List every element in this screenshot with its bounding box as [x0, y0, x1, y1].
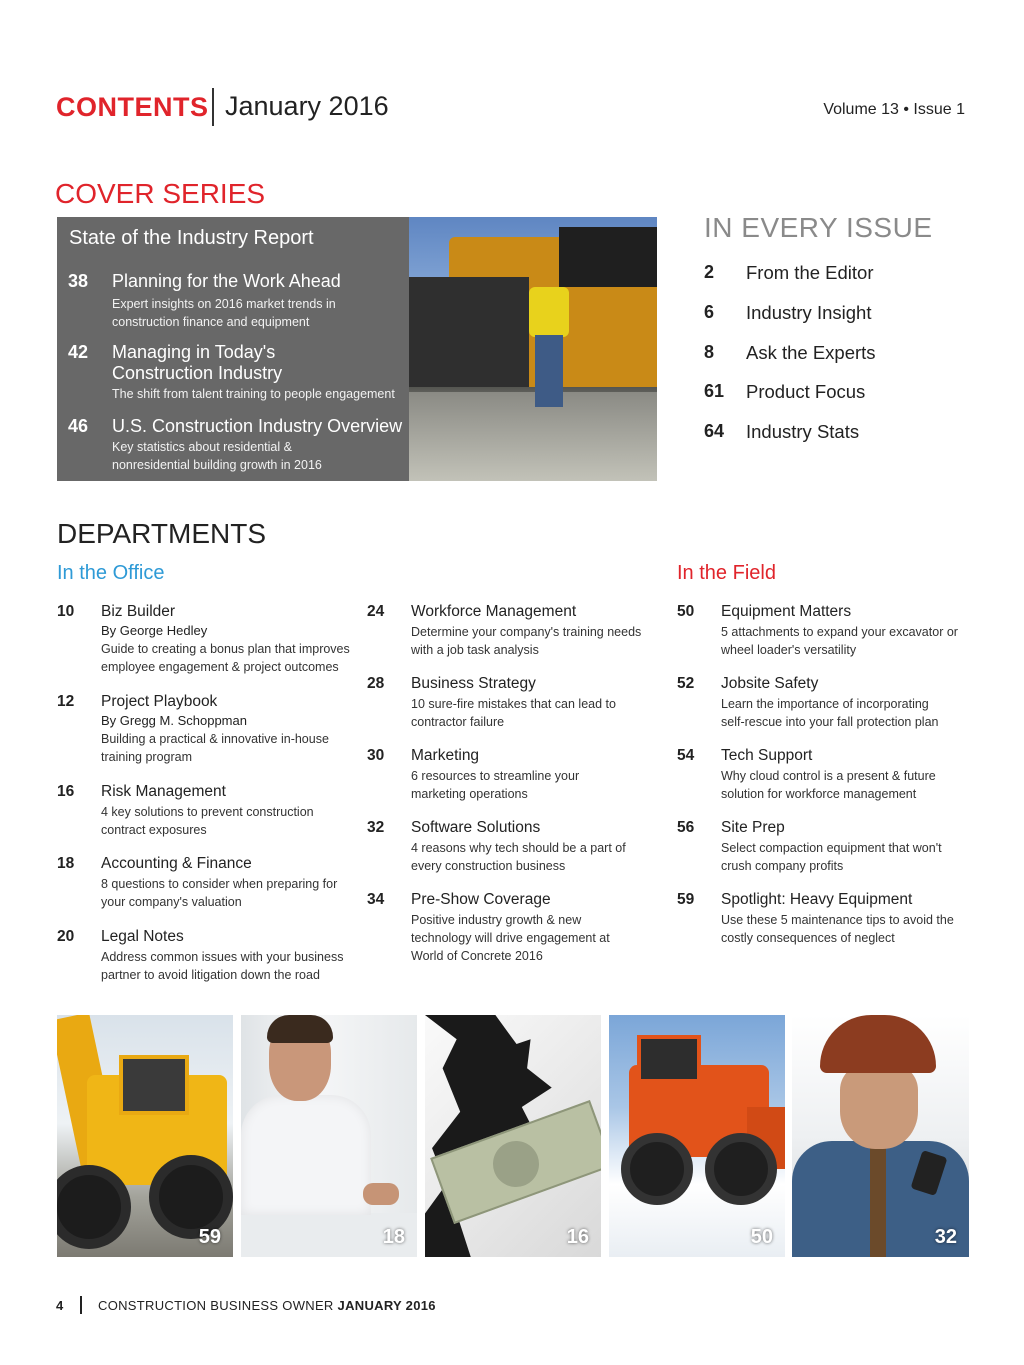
department-desc: your company's valuation [101, 895, 242, 909]
department-title: Risk Management [101, 783, 226, 800]
department-desc: Address common issues with your business [101, 950, 344, 964]
department-page: 30 [367, 747, 385, 764]
every-issue-title: Industry Stats [746, 421, 860, 442]
every-issue-title: Industry Insight [746, 302, 872, 323]
department-desc: crush company profits [721, 859, 844, 873]
every-issue-page: 61 [704, 381, 725, 401]
department-title: Business Strategy [411, 675, 536, 692]
department-page: 16 [57, 783, 75, 800]
every-issue-item[interactable] [704, 381, 964, 405]
department-title: Software Solutions [411, 819, 541, 836]
department-desc: technology will drive engagement at [411, 931, 610, 945]
department-byline: By George Hedley [101, 623, 208, 638]
every-issue-title: From the Editor [746, 262, 874, 283]
money-crack-photo[interactable] [425, 1015, 601, 1257]
departments-title: DEPARTMENTS [57, 518, 266, 549]
photo-page-number: 50 [750, 1226, 773, 1248]
businessman-photo[interactable] [241, 1015, 417, 1257]
page-header [56, 86, 968, 130]
in-every-issue-title: IN EVERY ISSUE [704, 212, 933, 243]
department-title: Pre-Show Coverage [411, 891, 551, 908]
department-page: 10 [57, 603, 75, 620]
every-issue-page: 64 [704, 421, 725, 441]
photo-page-number: 59 [198, 1226, 221, 1248]
photo-strip [57, 1015, 969, 1257]
issue-date: January 2016 [225, 91, 389, 121]
volume-issue: Volume 13 • Issue 1 [823, 101, 965, 118]
department-desc: World of Concrete 2016 [411, 949, 543, 963]
department-desc: 10 sure-fire mistakes that can lead to [411, 697, 616, 711]
every-issue-page: 6 [704, 302, 715, 322]
department-desc: Learn the importance of incorporating [721, 697, 929, 711]
department-page: 52 [677, 675, 695, 692]
department-page: 28 [367, 675, 385, 692]
department-title: Biz Builder [101, 603, 176, 620]
department-desc: Guide to creating a bonus plan that improves [101, 642, 350, 656]
photo-page-number: 32 [934, 1226, 957, 1248]
cover-item-page: 42 [68, 342, 89, 362]
cover-item-desc: construction finance and equipment [112, 315, 310, 329]
every-issue-title: Product Focus [746, 381, 866, 402]
cover-series-box [57, 217, 657, 481]
department-desc: marketing operations [411, 787, 528, 801]
department-title: Tech Support [721, 747, 813, 764]
department-desc: self-rescue into your fall protection plan [721, 715, 939, 729]
department-page: 56 [677, 819, 695, 836]
department-page: 32 [367, 819, 385, 836]
cover-item-desc: nonresidential building growth in 2016 [112, 458, 322, 472]
department-byline: By Gregg M. Schoppman [101, 713, 247, 728]
department-desc: 8 questions to consider when preparing for [101, 877, 338, 891]
department-page: 24 [367, 603, 385, 620]
department-title: Jobsite Safety [721, 675, 819, 692]
cover-item-page: 38 [68, 271, 89, 291]
snow-loader-photo[interactable] [609, 1015, 785, 1257]
department-desc: employee engagement & project outcomes [101, 660, 339, 674]
every-issue-title: Ask the Experts [746, 342, 876, 363]
department-desc: contractor failure [411, 715, 505, 729]
department-desc: 5 attachments to expand your excavator or [721, 625, 958, 639]
every-issue-page: 2 [704, 262, 715, 282]
paving-crew-photo [409, 217, 657, 481]
department-desc: 4 key solutions to prevent construction [101, 805, 314, 819]
department-desc: 4 reasons why tech should be a part of [411, 841, 626, 855]
department-desc: 6 resources to streamline your [411, 769, 580, 783]
department-desc: partner to avoid litigation down the road [101, 968, 320, 982]
department-page: 20 [57, 928, 75, 945]
department-desc: Determine your company's training needs [411, 625, 642, 639]
department-desc: Why cloud control is a present & future [721, 769, 936, 783]
photo-page-number: 18 [382, 1226, 405, 1248]
department-desc: Select compaction equipment that won't [721, 841, 942, 855]
in-the-office-label: In the Office [57, 562, 165, 584]
wheel-loader-photo[interactable] [57, 1015, 233, 1257]
department-desc: Building a practical & innovative in-house [101, 732, 329, 746]
department-title: Equipment Matters [721, 603, 852, 620]
every-issue-item[interactable] [704, 302, 964, 326]
footer-issue: JANUARY 2016 [337, 1298, 436, 1313]
department-page: 59 [677, 891, 695, 908]
department-title: Workforce Management [411, 603, 577, 620]
department-title: Marketing [411, 747, 480, 764]
in-the-field-label: In the Field [677, 562, 776, 584]
department-page: 18 [57, 855, 75, 872]
department-desc: wheel loader's versatility [721, 643, 857, 657]
cover-series-heading: State of the Industry Report [69, 227, 314, 249]
every-issue-page: 8 [704, 342, 715, 362]
contents-label: CONTENTS [56, 92, 209, 122]
worker-figure [529, 287, 569, 407]
department-title: Site Prep [721, 819, 785, 836]
department-desc: costly consequences of neglect [721, 931, 895, 945]
cover-item-title: Construction Industry [112, 363, 283, 383]
worker-helmet-photo[interactable] [792, 1015, 969, 1257]
every-issue-item[interactable] [704, 342, 964, 366]
department-page: 34 [367, 891, 385, 908]
cover-item-title: U.S. Construction Industry Overview [112, 416, 403, 436]
cover-item-desc: The shift from talent training to people engagement [112, 387, 395, 401]
footer-magazine-name [98, 1298, 436, 1313]
every-issue-item[interactable] [704, 262, 964, 286]
footer-page-number: 4 [56, 1298, 64, 1313]
department-desc: every construction business [411, 859, 566, 873]
cover-item-desc: Key statistics about residential & [112, 440, 292, 454]
cover-item-desc: Expert insights on 2016 market trends in [112, 297, 336, 311]
page-footer [56, 1296, 656, 1316]
department-desc: training program [101, 750, 193, 764]
department-desc: Positive industry growth & new [411, 913, 582, 927]
department-title: Accounting & Finance [101, 855, 252, 872]
department-desc: with a job task analysis [411, 643, 539, 657]
footer-magazine: CONSTRUCTION BUSINESS OWNER [98, 1298, 334, 1313]
department-title: Legal Notes [101, 928, 184, 945]
cover-series-title: COVER SERIES [55, 178, 266, 209]
header-divider [212, 88, 214, 126]
footer-divider [80, 1296, 82, 1314]
cover-series-panel [57, 217, 409, 481]
department-title: Project Playbook [101, 693, 218, 710]
cover-item-title: Planning for the Work Ahead [112, 271, 341, 291]
cover-item-page: 46 [68, 416, 89, 436]
department-title: Spotlight: Heavy Equipment [721, 891, 913, 908]
cover-item-title: Managing in Today's [112, 342, 276, 362]
photo-page-number: 16 [566, 1226, 589, 1248]
department-page: 54 [677, 747, 695, 764]
department-desc: solution for workforce management [721, 787, 917, 801]
department-desc: Use these 5 maintenance tips to avoid the [721, 913, 954, 927]
every-issue-item[interactable] [704, 421, 964, 445]
department-page: 12 [57, 693, 75, 710]
department-page: 50 [677, 603, 695, 620]
department-desc: contract exposures [101, 823, 207, 837]
